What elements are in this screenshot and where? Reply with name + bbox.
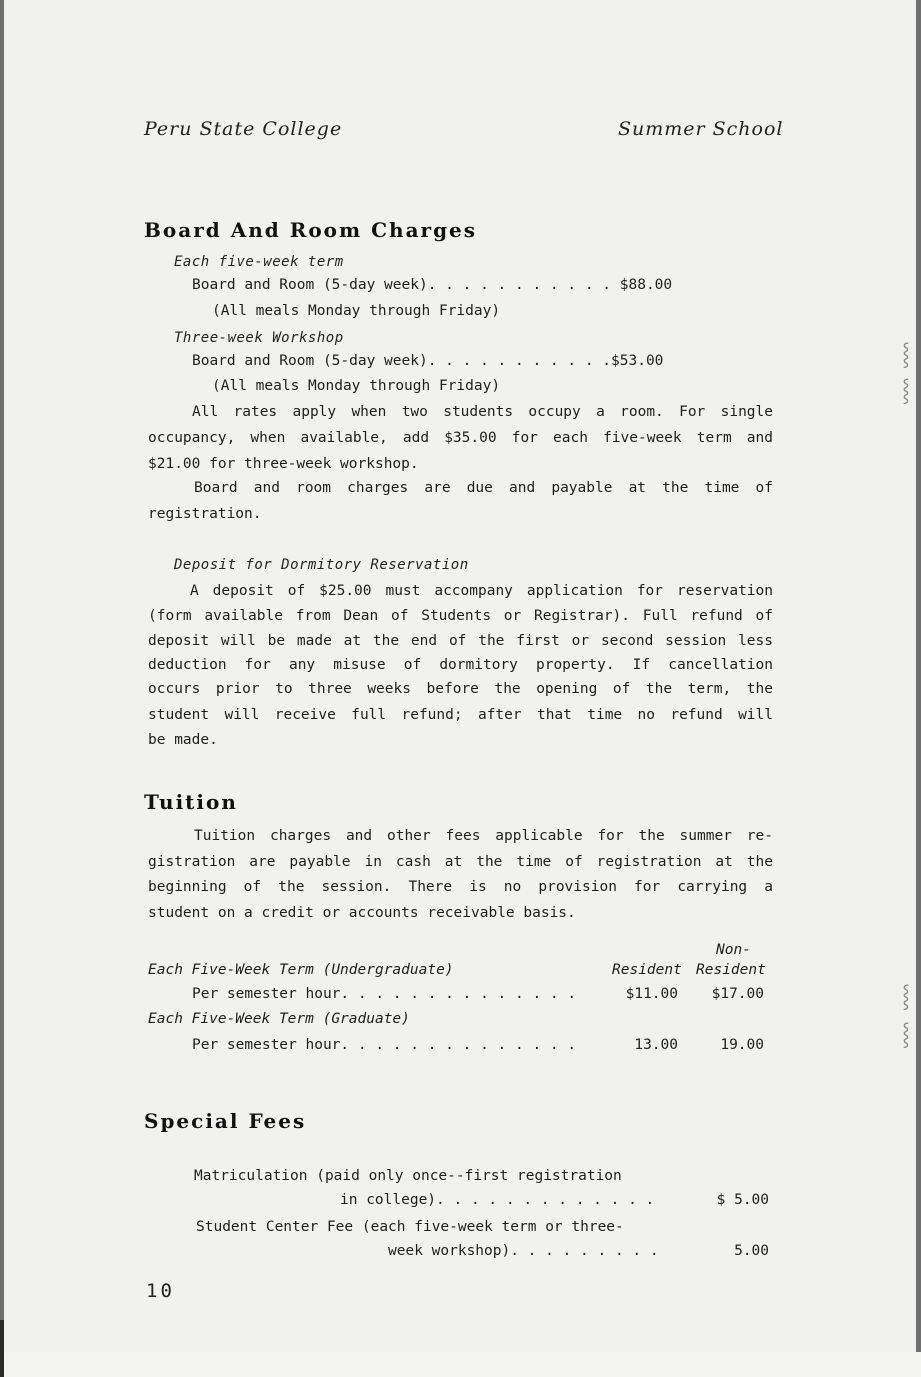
- three-week-label: Three-week Workshop: [174, 330, 344, 346]
- binding-mark: ⸾: [902, 1022, 910, 1047]
- scan-edge: [0, 1320, 4, 1377]
- three-week-line: Board and Room (5-day week). . . . . . . . . . .$53.00: [192, 353, 664, 369]
- grad-resident-fee: 13.00: [634, 1037, 678, 1053]
- paragraph-line: (form available from Dean of Students or Registrar). Full refund of: [148, 608, 773, 624]
- paragraph-line: deposit will be made at the end of the first or second session less: [148, 633, 773, 649]
- paragraph-line: A deposit of $25.00 must accompany application for reservation: [190, 583, 773, 599]
- binding-mark: ⸾: [902, 378, 910, 403]
- undergrad-nonresident-fee: $17.00: [711, 986, 764, 1002]
- five-week-line: Board and Room (5-day week). . . . . . . . . . . $88.00: [192, 277, 673, 293]
- document-page: [4, 0, 916, 1354]
- grad-nonresident-fee: 19.00: [720, 1037, 764, 1053]
- deposit-heading: Deposit for Dormitory Reservation: [174, 557, 469, 573]
- three-week-note: (All meals Monday through Friday): [212, 378, 501, 394]
- page-number: 10: [146, 1280, 175, 1302]
- undergrad-resident-fee: $11.00: [625, 986, 678, 1002]
- matriculation-line-1: Matriculation (paid only once--first registration: [194, 1168, 622, 1184]
- paragraph-line: deduction for any misuse of dormitory property. If cancellation: [148, 657, 773, 673]
- section-heading-fees: Special Fees: [144, 1109, 307, 1133]
- matriculation-line-2: in college). . . . . . . . . . . . .: [340, 1192, 655, 1208]
- paragraph-line: be made.: [148, 732, 218, 748]
- running-header-left: Peru State College: [144, 118, 343, 140]
- paragraph-line: occurs prior to three weeks before the opening of the term, the: [148, 681, 773, 697]
- section-heading-board: Board And Room Charges: [144, 218, 478, 242]
- paragraph-line: beginning of the session. There is no provision for carrying a: [148, 879, 773, 895]
- five-week-label: Each five-week term: [174, 254, 344, 270]
- student-center-line-2: week workshop). . . . . . . . .: [388, 1243, 659, 1259]
- column-header-resident: Resident: [612, 962, 682, 978]
- paragraph-line: student on a credit or accounts receivable basis.: [148, 905, 576, 921]
- binding-mark: ⸾: [902, 984, 910, 1009]
- grad-line: Per semester hour. . . . . . . . . . . . . .: [192, 1037, 577, 1053]
- paragraph-line: occupancy, when available, add $35.00 for each five-week term and: [148, 430, 773, 446]
- matriculation-fee: $ 5.00: [716, 1192, 769, 1208]
- paragraph-line: All rates apply when two students occupy a room. For single: [192, 404, 773, 420]
- undergrad-line: Per semester hour. . . . . . . . . . . . . .: [192, 986, 577, 1002]
- paragraph-line: Board and room charges are due and payable at the time of: [194, 480, 773, 496]
- undergrad-label: Each Five-Week Term (Undergraduate): [148, 962, 454, 978]
- scan-bottom-margin: [0, 1352, 921, 1377]
- running-header-right: Summer School: [618, 118, 784, 140]
- column-header-nonresident: Resident: [696, 962, 766, 978]
- paragraph-line: gistration are payable in cash at the time of registration at the: [148, 854, 773, 870]
- section-heading-tuition: Tuition: [144, 790, 238, 814]
- paragraph-line: registration.: [148, 506, 262, 522]
- paragraph-line: Tuition charges and other fees applicable for the summer re-: [194, 828, 773, 844]
- student-center-fee: 5.00: [734, 1243, 769, 1259]
- paragraph-line: $21.00 for three-week workshop.: [148, 456, 419, 472]
- grad-label: Each Five-Week Term (Graduate): [148, 1011, 410, 1027]
- student-center-line-1: Student Center Fee (each five-week term or three-: [196, 1219, 624, 1235]
- binding-mark: ⸾: [902, 342, 910, 367]
- paragraph-line: student will receive full refund; after that time no refund will: [148, 707, 773, 723]
- column-header-non: Non-: [716, 942, 751, 958]
- five-week-note: (All meals Monday through Friday): [212, 303, 501, 319]
